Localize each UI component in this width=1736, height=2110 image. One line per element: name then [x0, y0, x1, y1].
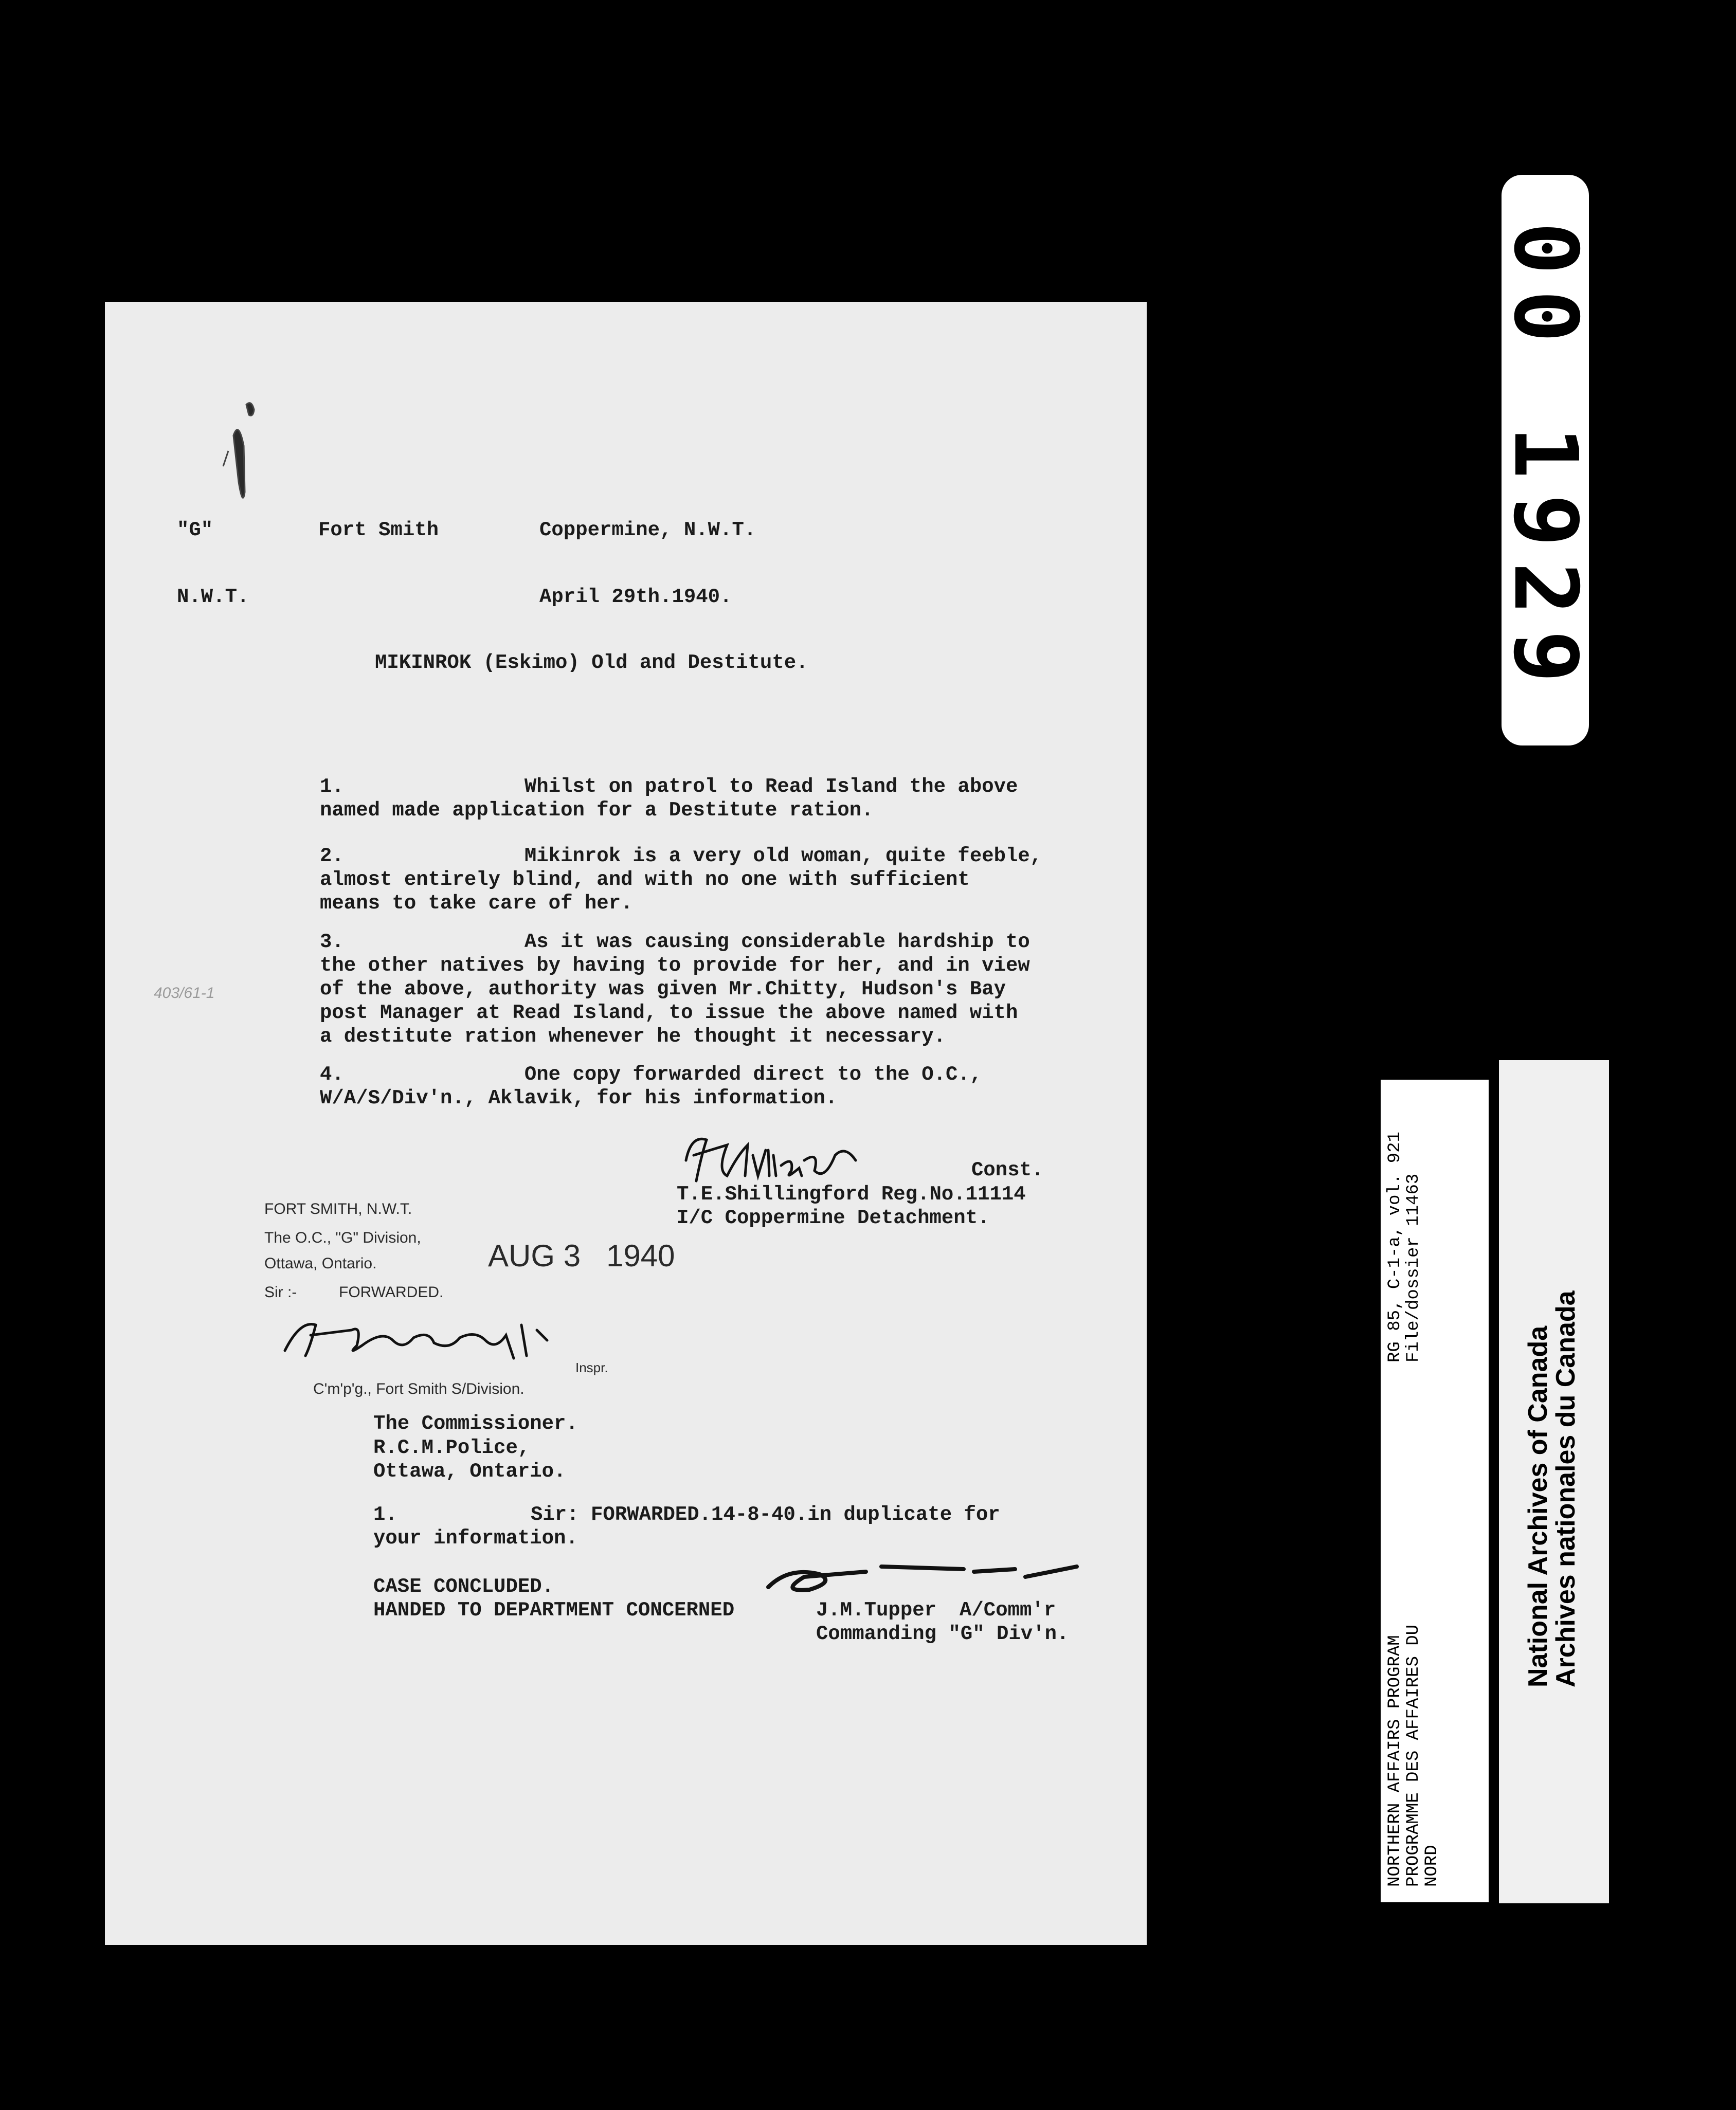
paragraph-4 [320, 1063, 982, 1110]
subject-line: MIKINROK (Eskimo) Old and Destitute. [375, 651, 808, 674]
forwarding-addressee-2: R.C.M.Police, [373, 1436, 530, 1459]
paragraph-2 [320, 844, 1042, 915]
handwritten-signature-inspector [280, 1309, 599, 1371]
from-place: Fort Smith [318, 519, 439, 541]
document-sheet [105, 302, 1147, 1945]
region: N.W.T. [177, 586, 249, 608]
paragraph-number: 1. [320, 775, 344, 798]
forwarding-line-1: Sir: FORWARDED.14-8-40.in duplicate for [531, 1503, 1000, 1526]
paragraph-3 [320, 930, 1030, 1048]
paragraph-number: 2. [320, 845, 344, 867]
paragraph-line: a destitute ration whenever he thought it necessary. [320, 1025, 946, 1048]
ink-smudge [208, 389, 269, 543]
closing-commanding: Commanding "G" Div'n. [816, 1623, 1069, 1645]
stamp-line-1: FORT SMITH, N.W.T. [264, 1200, 412, 1217]
closing-signer: J.M.Tupper [816, 1599, 937, 1622]
frame-number: 00 1929 [1494, 222, 1596, 699]
stamp-commanding: C'm'p'g., Fort Smith S/Division. [313, 1380, 525, 1397]
nap-line-2: PROGRAMME DES AFFAIRES DU [1404, 1624, 1423, 1887]
nap-rg: RG 85, C-1-a, vol. 921 [1385, 1132, 1405, 1362]
paragraph-line: One copy forwarded direct to the O.C., [524, 1063, 982, 1086]
margin-note: 403/61-1 [154, 985, 215, 1002]
division-code: "G" [177, 519, 213, 541]
forwarding-number: 1. [373, 1503, 397, 1526]
paragraph-line: post Manager at Read Island, to issue the above named with [320, 1002, 1018, 1024]
archives-en: National Archives of Canada [1523, 1325, 1553, 1687]
forwarding-line-2: your information. [373, 1527, 578, 1550]
paragraph-line: Mikinrok is a very old woman, quite feeble, [524, 845, 1042, 867]
paragraph-number: 3. [320, 931, 344, 953]
letter-date: April 29th.1940. [539, 586, 732, 608]
nap-line-3: NORD [1422, 1845, 1442, 1887]
handed-to-department: HANDED TO DEPARTMENT CONCERNED [373, 1599, 735, 1622]
paragraph-line: of the above, authority was given Mr.Chitty, Hudson's Bay [320, 978, 1006, 1001]
stamp-forwarded: FORWARDED. [339, 1284, 444, 1301]
paragraph-line: W/A/S/Div'n., Aklavik, for his information. [320, 1087, 838, 1109]
national-archives-label [1499, 1060, 1609, 1903]
paragraph-line: Whilst on patrol to Read Island the above [524, 775, 1018, 798]
paragraph-line: named made application for a Destitute ration. [320, 799, 874, 822]
signature-name: T.E.Shillingford Reg.No.11114 [677, 1183, 1026, 1206]
frame-number-strip [1494, 175, 1596, 745]
stamp-date: AUG 3 1940 [488, 1239, 675, 1273]
paragraph-line: the other natives by having to provide for her, and in view [320, 954, 1030, 977]
stamp-inspr: Inspr. [575, 1360, 608, 1375]
forwarding-addressee-1: The Commissioner. [373, 1412, 578, 1435]
closing-rank: A/Comm'r [960, 1599, 1056, 1622]
location: Coppermine, N.W.T. [539, 519, 756, 541]
paragraph-line: means to take care of her. [320, 892, 633, 915]
signature-rank: Const. [971, 1159, 1044, 1181]
stamp-line-3: Ottawa, Ontario. [264, 1255, 377, 1272]
handwritten-signature-tupper [748, 1546, 1087, 1603]
northern-affairs-label [1381, 1080, 1489, 1902]
stamp-sir: Sir :- [264, 1284, 297, 1301]
forwarding-addressee-3: Ottawa, Ontario. [373, 1460, 566, 1483]
archives-fr: Archives nationales du Canada [1551, 1290, 1581, 1687]
paragraph-1 [320, 775, 1018, 822]
paragraph-number: 4. [320, 1063, 344, 1086]
nap-line-1: NORTHERN AFFAIRS PROGRAM [1385, 1635, 1405, 1887]
signature-detachment: I/C Coppermine Detachment. [677, 1207, 990, 1229]
nap-file: File/dossier 11463 [1404, 1173, 1423, 1362]
stamp-line-2: The O.C., "G" Division, [264, 1229, 421, 1246]
paragraph-line: almost entirely blind, and with no one with sufficient [320, 868, 970, 891]
case-concluded: CASE CONCLUDED. [373, 1575, 554, 1598]
paragraph-line: As it was causing considerable hardship to [524, 931, 1030, 953]
